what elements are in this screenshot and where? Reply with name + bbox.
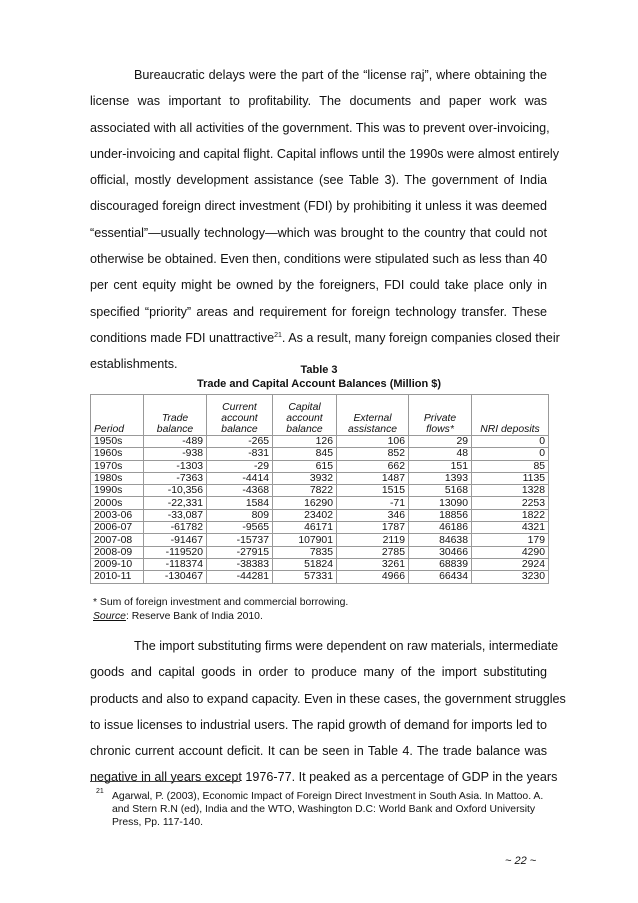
table-cell: 2007-08 [91,534,144,546]
table-cell: 1787 [337,522,409,534]
footnote-reference: 21 [274,331,282,339]
table-cell: -10,356 [144,485,207,497]
table-row [91,558,549,570]
source-label: Source [93,611,126,622]
text-line: The import substituting firms were dependent on raw materials, intermediate [134,639,559,653]
table-cell: 84638 [409,534,472,546]
table-cell: 106 [337,436,409,448]
table-cell: -44281 [207,571,273,583]
table-cell: 4321 [472,522,549,534]
table-cell: 66434 [409,571,472,583]
text-segment: conditions made FDI unattractive [90,330,275,345]
table-cell: 2009-10 [91,558,144,570]
table-cell: 615 [273,460,337,472]
table-title: Trade and Capital Account Balances (Million $) [196,378,442,390]
table-cell: 3261 [337,558,409,570]
table-cell: -61782 [144,522,207,534]
text-line: discouraged foreign direct investment (FDI) by prohibiting it unless it was deemed [90,199,547,214]
column-header: Private flows* [409,395,472,436]
text-line: goods and capital goods in order to produce many of the import substituting [90,665,547,680]
text-line: official, mostly development assistance (see Table 3). The government of India [90,173,547,188]
table-cell: -938 [144,448,207,460]
text-segment: . As a result, many foreign companies closed their [281,330,560,345]
table-cell: 7822 [273,485,337,497]
footnote-number: 21 [96,788,104,795]
table-cell: -9565 [207,522,273,534]
table-cell: -29 [207,460,273,472]
table-cell: 2253 [472,497,549,509]
column-header: NRI deposits [472,395,549,436]
table-cell: 57331 [273,571,337,583]
table-row [91,472,549,484]
column-header: Capital account balance [273,395,337,436]
table-cell: 1328 [472,485,549,497]
column-header: Current account balance [207,395,273,436]
table-cell: -1303 [144,460,207,472]
table-cell: -7363 [144,472,207,484]
table-cell: 179 [472,534,549,546]
text-line: “essential”—usually technology—which was brought to the country that could not [90,225,547,240]
table-cell: 1970s [91,460,144,472]
table-cell: 85 [472,460,549,472]
table-cell: 46171 [273,522,337,534]
text-line: Bureaucratic delays were the part of the “license raj”, where obtaining the [134,68,547,82]
table-cell: 48 [409,448,472,460]
source-text: : Reserve Bank of India 2010. [125,611,263,622]
text-line [90,328,560,348]
data-table [90,394,549,584]
table-cell: 7835 [273,546,337,558]
table-cell: 107901 [273,534,337,546]
paragraph-2 [90,636,566,794]
text-line: under-invoicing and capital flight. Capital inflows until the 1990s were almost entirely [90,146,560,161]
table-cell: 5168 [409,485,472,497]
table-cell: 16290 [273,497,337,509]
table-cell: 2785 [337,546,409,558]
table-cell: 1393 [409,472,472,484]
table-cell: 1135 [472,472,549,484]
text-line: license was important to profitability. The documents and paper work was [90,94,547,109]
table-row [91,546,549,558]
column-header: Period [91,395,144,436]
table-row [91,448,549,460]
table-cell: 0 [472,448,549,460]
table-cell: 2000s [91,497,144,509]
text-line: associated with all activities of the government. This was to prevent over-invoicing, [90,120,550,135]
column-header: Trade balance [144,395,207,436]
table-row [91,436,549,448]
text-line: specified “priority” areas and requirement for foreign technology transfer. These [90,304,547,319]
table-cell: 1990s [91,485,144,497]
table-cell: -27915 [207,546,273,558]
table-row [91,522,549,534]
text-line: negative in all years except 1976-77. It peaked as a percentage of GDP in the years [90,770,558,785]
table-cell: 1822 [472,509,549,521]
table-row [91,497,549,509]
table-cell: 1960s [91,448,144,460]
table-cell: 51824 [273,558,337,570]
text-line: otherwise be obtained. Even then, conditions were stipulated such as less than 40 [90,252,548,267]
table-cell: -22,331 [144,497,207,509]
table-cell: 2008-09 [91,546,144,558]
page-number: ~ 22 ~ [505,855,537,867]
table-cell: 845 [273,448,337,460]
table-cell: 68839 [409,558,472,570]
table-row [91,460,549,472]
table-row [91,485,549,497]
table-cell: 1950s [91,436,144,448]
table-cell: 2006-07 [91,522,144,534]
text-line: chronic current account deficit. It can be seen in Table 4. The trade balance was [90,744,547,759]
table-cell: 4966 [337,571,409,583]
table-cell: 126 [273,436,337,448]
table-note: * Sum of foreign investment and commercial borrowing. [93,597,349,608]
text-line: products and also to expand capacity. Even in these cases, the government struggles [90,691,566,706]
text-line: to issue licenses to industrial users. The rapid growth of demand for imports led to [90,717,547,732]
paragraph-1 [90,65,560,381]
table-cell: -15737 [207,534,273,546]
table-cell: 1487 [337,472,409,484]
table-cell: -91467 [144,534,207,546]
table-cell: -119520 [144,546,207,558]
table-row [91,571,549,583]
table-cell: 662 [337,460,409,472]
table-cell: 13090 [409,497,472,509]
table-cell: -33,087 [144,509,207,521]
table-source [93,610,263,623]
table-cell: 29 [409,436,472,448]
table-cell: 1980s [91,472,144,484]
table-cell: -831 [207,448,273,460]
table-cell: 151 [409,460,472,472]
table-cell: -4414 [207,472,273,484]
table-cell: 809 [207,509,273,521]
table-cell: 0 [472,436,549,448]
table-cell: 2119 [337,534,409,546]
table-cell: 346 [337,509,409,521]
table-cell: 1515 [337,485,409,497]
table-row [91,509,549,521]
table-cell: 2010-11 [91,571,144,583]
table-cell: 3932 [273,472,337,484]
footnote-divider [90,781,240,782]
table-cell: -130467 [144,571,207,583]
table-cell: 1584 [207,497,273,509]
table-cell: -38383 [207,558,273,570]
table-label: Table 3 [300,364,338,376]
table-cell: 30466 [409,546,472,558]
footnote-text: Agarwal, P. (2003), Economic Impact of Foreign Direct Investment in South Asia. In Mattoo. A. and Stern R.N (ed), India and the WTO, Washington D.C: World Bank and Oxford University Press, Pp. 117-140. [112,791,544,828]
table-cell: 18856 [409,509,472,521]
table-cell: 4290 [472,546,549,558]
table-cell: 2924 [472,558,549,570]
table-cell: 852 [337,448,409,460]
table-cell: -118374 [144,558,207,570]
table-cell: -489 [144,436,207,448]
table-cell: -265 [207,436,273,448]
table-cell: 23402 [273,509,337,521]
table-cell: 2003-06 [91,509,144,521]
text-line: per cent equity might be owned by the foreigners, FDI could take place only in [90,278,547,293]
table-cell: 46186 [409,522,472,534]
column-header: External assistance [337,395,409,436]
text-line: establishments. [90,357,178,372]
table-cell: 3230 [472,571,549,583]
table-cell: -4368 [207,485,273,497]
table-row [91,534,549,546]
table-cell: -71 [337,497,409,509]
